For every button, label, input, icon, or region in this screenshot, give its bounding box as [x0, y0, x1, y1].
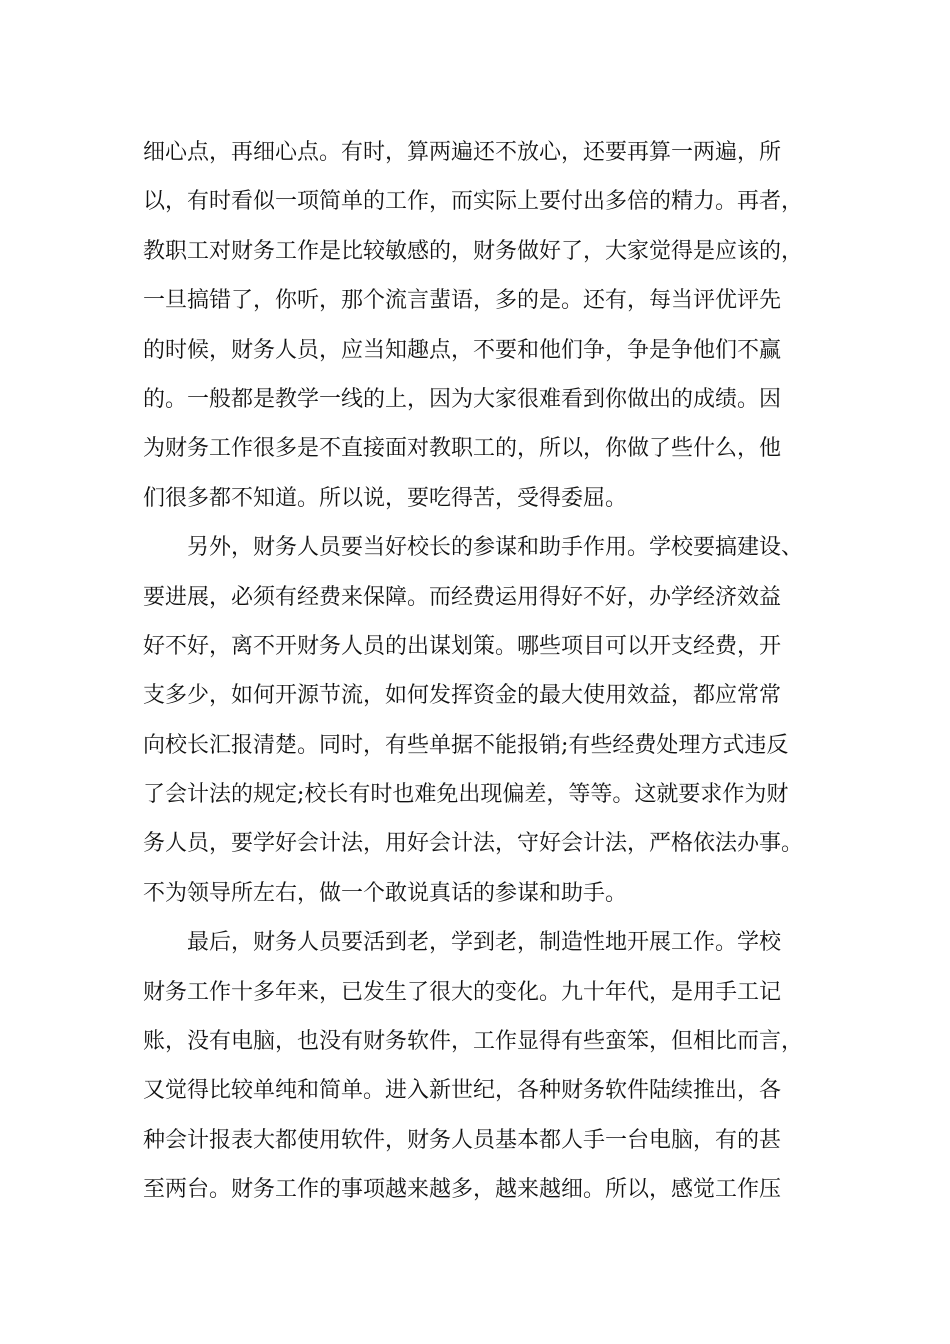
- text-line: 账，没有电脑，也没有财务软件，工作显得有些蛮笨，但相比而言，: [143, 1029, 804, 1055]
- text-line: 们很多都不知道。所以说，要吃得苦，受得委屈。: [143, 485, 628, 511]
- text-line: 的。一般都是教学一线的上，因为大家很难看到你做出的成绩。因: [143, 386, 782, 412]
- text-line: 财务工作十多年来，已发生了很大的变化。九十年代，是用手工记: [143, 979, 782, 1005]
- text-line: 支多少，如何开源节流，如何发挥资金的最大使用效益，都应常常: [143, 683, 782, 709]
- text-line: 为财务工作很多是不直接面对教职工的，所以，你做了些什么，他: [143, 436, 782, 462]
- text-line: 又觉得比较单纯和简单。进入新世纪，各种财务软件陆续推出，各: [143, 1078, 782, 1104]
- text-line: 不为领导所左右，做一个敢说真话的参谋和助手。: [143, 880, 628, 906]
- text-line: 最后，财务人员要活到老，学到老，制造性地开展工作。学校: [143, 930, 782, 956]
- text-line: 务人员，要学好会计法，用好会计法，守好会计法，严格依法办事。: [143, 831, 804, 857]
- text-line: 向校长汇报清楚。同时，有些单据不能报销;有些经费处理方式违反: [143, 732, 789, 758]
- text-line: 教职工对财务工作是比较敏感的，财务做好了，大家觉得是应该的，: [143, 238, 804, 264]
- text-line: 的时候，财务人员，应当知趣点，不要和他们争，争是争他们不赢: [143, 337, 782, 363]
- text-line: 另外，财务人员要当好校长的参谋和助手作用。学校要搞建设、: [143, 535, 804, 561]
- body-text: [143, 128, 833, 1215]
- text-line: 以，有时看似一项简单的工作，而实际上要付出多倍的精力。再者，: [143, 189, 804, 215]
- text-line: 好不好，离不开财务人员的出谋划策。哪些项目可以开支经费，开: [143, 633, 782, 659]
- text-line: 了会计法的规定;校长有时也难免出现偏差，等等。这就要求作为财: [143, 782, 789, 808]
- text-line: 至两台。财务工作的事项越来越多，越来越细。所以，感觉工作压: [143, 1177, 782, 1203]
- text-line: 要进展，必须有经费来保障。而经费运用得好不好，办学经济效益: [143, 584, 782, 610]
- text-line: 一旦搞错了，你听，那个流言蜚语，多的是。还有，每当评优评先: [143, 288, 782, 314]
- text-line: 种会计报表大都使用软件，财务人员基本都人手一台电脑，有的甚: [143, 1127, 782, 1153]
- text-line: 细心点，再细心点。有时，算两遍还不放心，还要再算一两遍，所: [143, 140, 782, 165]
